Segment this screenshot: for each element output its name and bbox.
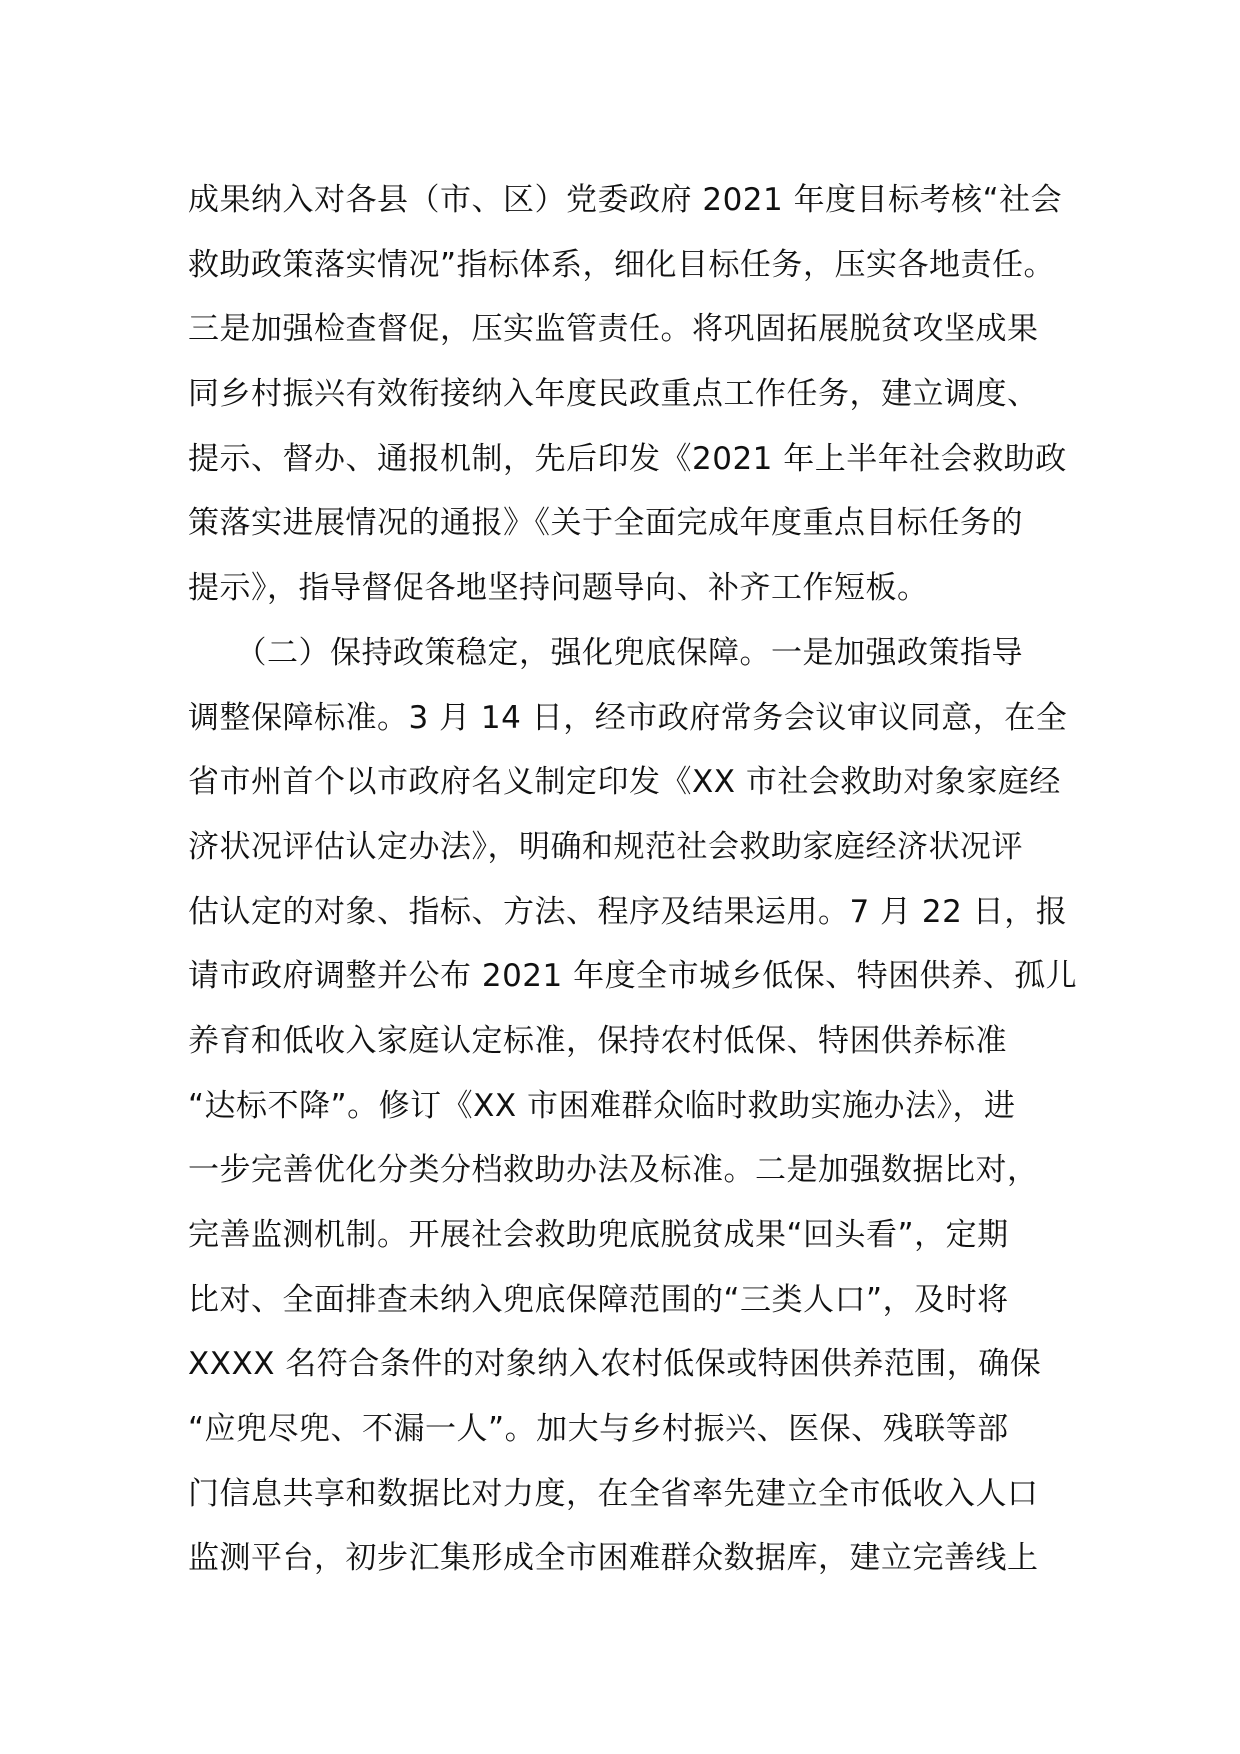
text-line: 完善监测机制。开展社会救助兜底脱贫成果“回头看”，定期	[188, 1217, 1009, 1253]
text-line: 一步完善优化分类分档救助办法及标准。二是加强数据比对，	[188, 1152, 1039, 1189]
text-line: “应兜尽兜、不漏一人”。加大与乡村振兴、医保、残联等部	[188, 1411, 1009, 1448]
text-line: 请市政府调整并公布 2021 年度全市城乡低保、特困供养、孤儿	[188, 958, 1078, 995]
section-heading-line: （二）保持政策稳定，强化兜底保障。一是加强政策指导	[188, 634, 1023, 671]
text-line: 监测平台，初步汇集形成全市困难群众数据库，建立完善线上	[188, 1540, 1039, 1577]
text-line: 省市州首个以市政府名义制定印发《XX 市社会救助对象家庭经	[188, 764, 1061, 801]
text-line: 门信息共享和数据比对力度，在全省率先建立全市低收入人口	[188, 1475, 1039, 1512]
text-line: 调整保障标准。3 月 14 日，经市政府常务会议审议同意，在全	[188, 699, 1068, 736]
body-text	[188, 168, 1078, 1591]
text-line: 养育和低收入家庭认定标准，保持农村低保、特困供养标准	[188, 1022, 1007, 1059]
text-line: 同乡村振兴有效衔接纳入年度民政重点工作任务，建立调度、	[188, 376, 1039, 413]
text-line: 提示、督办、通报机制，先后印发《2021 年上半年社会救助政	[188, 440, 1067, 477]
text-line: 济状况评估认定办法》，明确和规范社会救助家庭经济状况评	[188, 828, 1023, 865]
text-line: 估认定的对象、指标、方法、程序及结果运用。7 月 22 日，报	[188, 893, 1068, 930]
text-line: 救助政策落实情况”指标体系，细化目标任务，压实各地责任。	[188, 246, 1056, 283]
text-line: XXXX 名符合条件的对象纳入农村低保或特困供养范围，确保	[188, 1346, 1042, 1383]
text-line: 策落实进展情况的通报》《关于全面完成年度重点目标任务的	[188, 505, 1023, 542]
text-line: 成果纳入对各县（市、区）党委政府 2021 年度目标考核“社会	[188, 182, 1063, 218]
text-line: 提示》，指导督促各地坚持问题导向、补齐工作短板。	[188, 570, 929, 607]
text-line: “达标不降”。修订《XX 市困难群众临时救助实施办法》，进	[188, 1087, 1016, 1124]
text-line: 三是加强检查督促，压实监管责任。将巩固拓展脱贫攻坚成果	[188, 311, 1039, 348]
text-line: 比对、全面排查未纳入兜底保障范围的“三类人口”，及时将	[188, 1281, 1009, 1318]
